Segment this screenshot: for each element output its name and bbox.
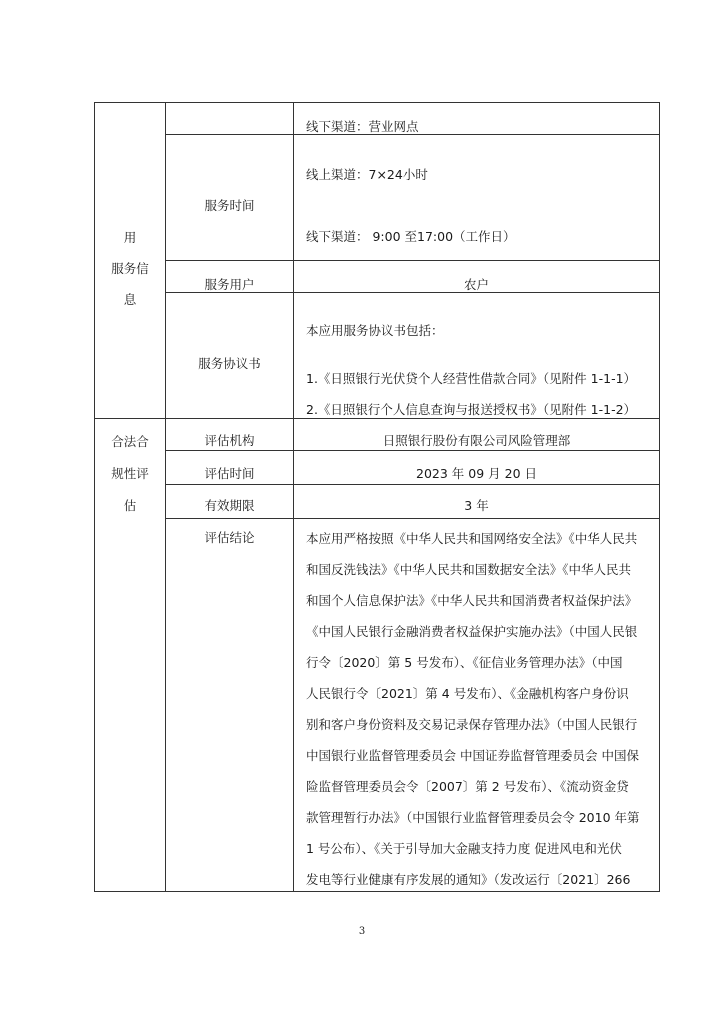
conclusion-line: 和国个人信息保护法》《中华人民共和国消费者权益保护法》 <box>306 593 638 608</box>
conclusion-line: 险监督管理委员会令〔2007〕第 2 号发布）、《流动资金贷 <box>306 779 629 794</box>
row-value-line: 线上渠道：7×24小时 <box>306 167 428 182</box>
col-border-right <box>659 102 660 892</box>
section-label-line: 服务信 <box>111 261 149 276</box>
row-value-line: 线下渠道： 9:00 至17:00（工作日） <box>306 229 516 244</box>
conclusion-line: 《中国人民银行金融消费者权益保护实施办法》（中国人民银 <box>306 624 638 639</box>
conclusion-line: 款管理暂行办法》（中国银行业监督管理委员会令 2010 年第 <box>306 810 640 825</box>
col-border-left <box>94 102 95 892</box>
page-number: 3 <box>358 926 366 937</box>
row-value-line: 2.《日照银行个人信息查询与报送授权书》（见附件 1-1-2） <box>306 402 637 417</box>
conclusion-line: 本应用严格按照《中华人民共和国网络安全法》《中华人民共 <box>306 531 638 546</box>
row-label: 评估机构 <box>204 433 255 448</box>
conclusion-line: 人民银行令〔2021〕第 4 号发布）、《金融机构客户身份识 <box>306 686 629 701</box>
row-border <box>165 484 660 485</box>
row-value-line: 本应用服务协议书包括： <box>306 323 444 338</box>
row-border <box>165 518 660 519</box>
row-label: 评估结论 <box>204 530 255 545</box>
row-border-top <box>94 102 660 103</box>
conclusion-line: 1 号公布）、《关于引导加大金融支持力度 促进风电和光伏 <box>306 841 622 856</box>
row-label: 有效期限 <box>204 498 255 513</box>
section-label-line: 息 <box>123 292 137 307</box>
row-label: 服务用户 <box>204 277 255 292</box>
section-label-line: 合法合 <box>111 434 149 449</box>
col-border <box>293 102 294 892</box>
conclusion-line: 中国银行业监督管理委员会 中国证券监督管理委员会 中国保 <box>306 748 639 763</box>
row-value: 3 年 <box>464 498 489 513</box>
row-value: 2023 年 09 月 20 日 <box>416 466 537 481</box>
row-label: 评估时间 <box>204 466 255 481</box>
row-border <box>165 450 660 451</box>
row-border-bottom <box>94 891 660 892</box>
conclusion-line: 和国反洗钱法》《中华人民共和国数据安全法》《中华人民共 <box>306 562 632 577</box>
row-value: 日照银行股份有限公司风险管理部 <box>382 433 571 448</box>
row-value-line: 线下渠道：营业网点 <box>306 119 419 134</box>
conclusion-line: 别和客户身份资料及交易记录保存管理办法》（中国人民银行 <box>306 717 638 732</box>
section-border <box>94 418 660 419</box>
row-border <box>165 260 660 261</box>
row-label: 服务协议书 <box>198 356 261 371</box>
row-value-line: 1.《日照银行光伏贷个人经营性借款合同》（见附件 1-1-1） <box>306 371 637 386</box>
row-label: 服务时间 <box>204 198 255 213</box>
row-value-line: 农户 <box>463 277 489 292</box>
section-label-line: 估 <box>123 498 137 513</box>
col-border <box>165 102 166 892</box>
section-label-line: 规性评 <box>111 466 149 481</box>
conclusion-line: 行令〔2020〕第 5 号发布）、《征信业务管理办法》（中国 <box>306 655 623 670</box>
section-label-line: 用 <box>123 230 137 245</box>
conclusion-line: 发电等行业健康有序发展的通知》（发改运行〔2021〕266 <box>306 872 631 887</box>
